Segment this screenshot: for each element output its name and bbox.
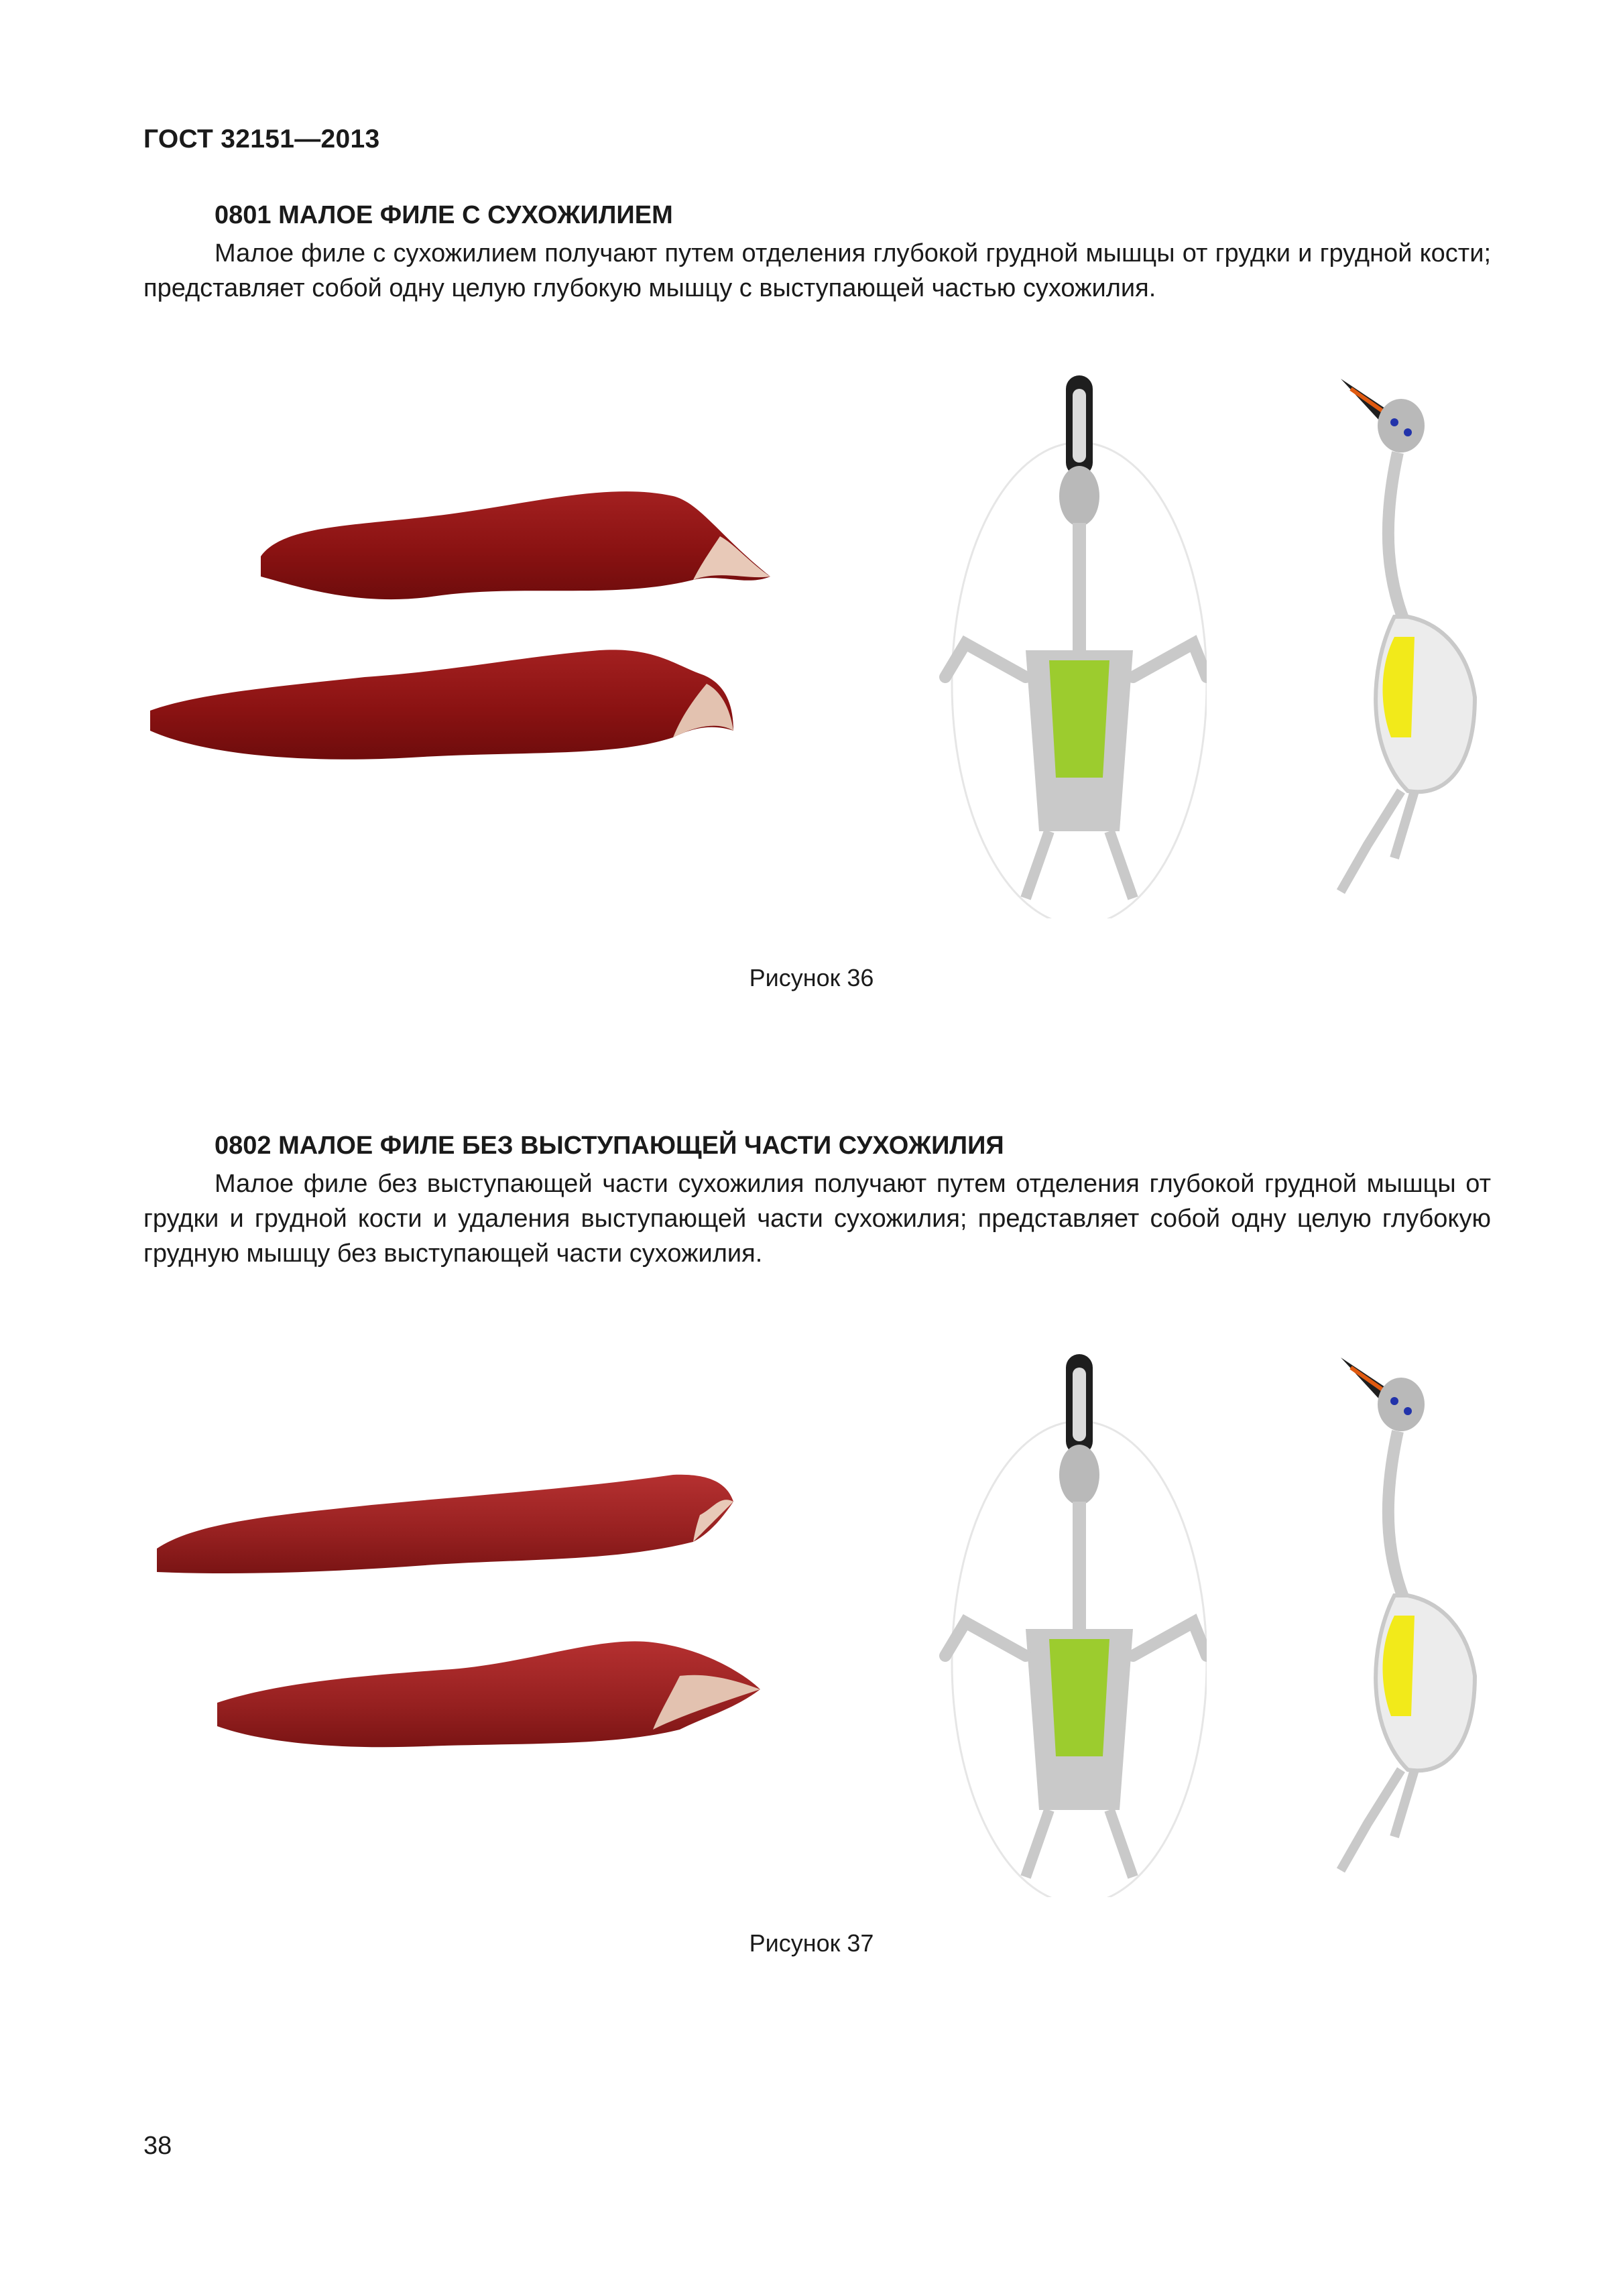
figure-caption-36: Рисунок 36	[749, 964, 874, 991]
meat-photo-0801	[143, 442, 787, 791]
meat-photo-0802	[143, 1435, 787, 1770]
skeleton-front-0801	[939, 362, 1207, 918]
skeleton-side-0802	[1327, 1341, 1515, 1897]
section-text-0801: Малое филе с сухожилием получают путем отделения глубокой грудной мышцы от грудки и грудной кости; представляет собой одну целую глубокую мышцу с выступающей частью сухожилия.	[143, 239, 1491, 302]
document-code: ГОСТ 32151—2013	[143, 125, 380, 154]
skeleton-front-0802	[939, 1341, 1207, 1897]
skeleton-side-0801	[1327, 362, 1515, 918]
page-number: 38	[143, 2132, 172, 2160]
section-title-0802: 0802 МАЛОЕ ФИЛЕ БЕЗ ВЫСТУПАЮЩЕЙ ЧАСТИ СУХОЖИЛИЯ	[215, 1132, 1004, 1160]
figure-caption-37: Рисунок 37	[749, 1929, 874, 1957]
section-text-0802: Малое филе без выступающей части сухожилия получают путем отделения глубокой грудной мышцы от грудки и грудной кости и удаления выступающей части сухожилия; представляет собой одну целую глубокую грудную мышцу без выступающей части сухожилия.	[143, 1170, 1491, 1268]
section-title-0801: 0801 МАЛОЕ ФИЛЕ С СУХОЖИЛИЕМ	[215, 201, 673, 229]
